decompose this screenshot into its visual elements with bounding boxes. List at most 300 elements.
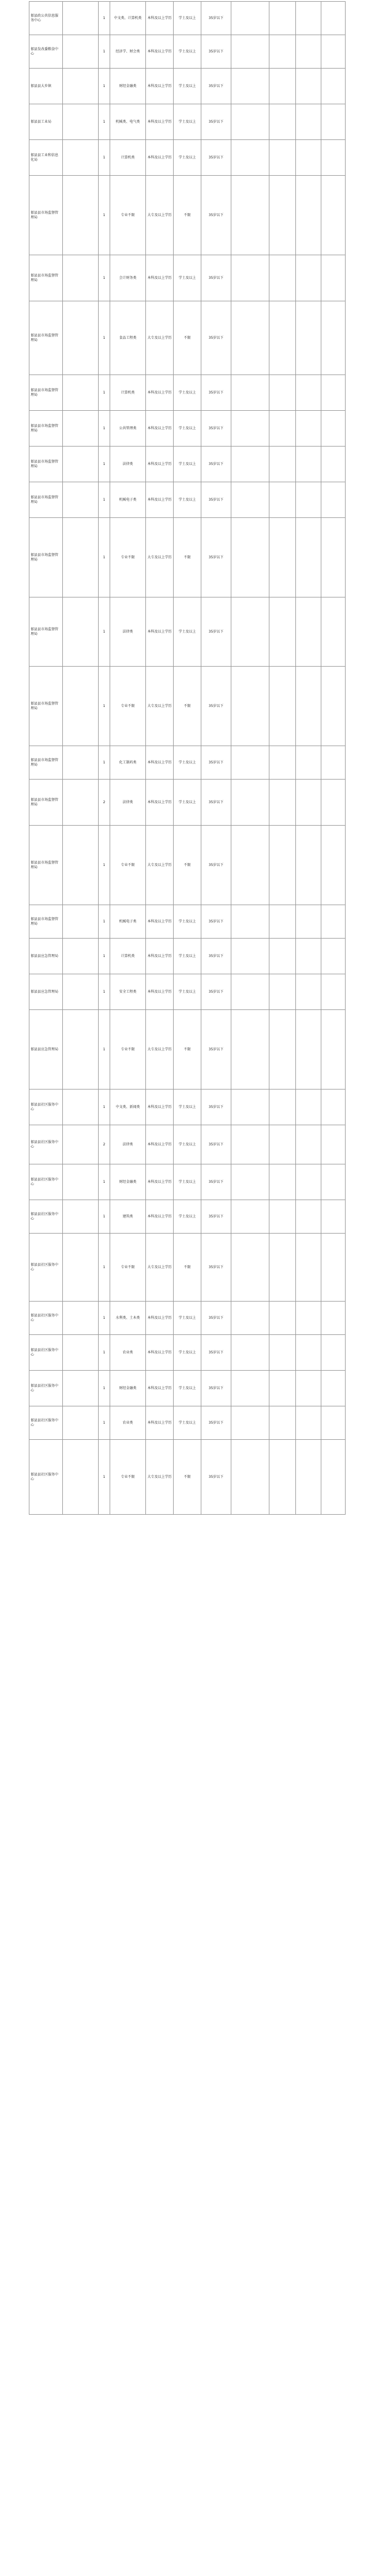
table-row: [29, 1125, 346, 1164]
cell-unit: 郁县县社区服务中心: [29, 1440, 63, 1515]
cell-count: 1: [99, 518, 110, 597]
cell-note: [321, 1010, 346, 1090]
cell-note: [321, 411, 346, 447]
cell-note: [321, 301, 346, 375]
cell-type: [296, 780, 321, 826]
cell-education: 本科及以上学历: [146, 1406, 174, 1440]
cell-other: [231, 301, 269, 375]
cell-age: 35岁以下: [201, 1200, 231, 1234]
cell-unit: 郁县县市场监督管理局: [29, 826, 63, 905]
cell-type: [296, 597, 321, 667]
cell-exam: [269, 1335, 296, 1371]
cell-major: 化工制药类: [110, 746, 146, 780]
cell-major: 专业不限: [110, 518, 146, 597]
cell-count: 1: [99, 597, 110, 667]
table-row: [29, 1440, 346, 1515]
cell-other: [231, 1234, 269, 1302]
cell-unit: 郁县县市场监督管理局: [29, 411, 63, 447]
cell-note: [321, 1302, 346, 1335]
cell-age: 35岁以下: [201, 140, 231, 176]
cell-unit: 郁县县社区服务中心: [29, 1125, 63, 1164]
cell-major: 财经金融类: [110, 69, 146, 104]
cell-age: 35岁以下: [201, 375, 231, 411]
cell-degree: 学士及以上: [174, 939, 201, 974]
cell-unit: 郁县县市场监督管理局: [29, 780, 63, 826]
cell-note: [321, 1335, 346, 1371]
table-row: [29, 1302, 346, 1335]
cell-exam: [269, 780, 296, 826]
cell-major: 计算机类: [110, 375, 146, 411]
cell-other: [231, 482, 269, 518]
cell-type: [296, 1335, 321, 1371]
cell-other: [231, 780, 269, 826]
cell-degree: 学士及以上: [174, 35, 201, 69]
cell-age: 35岁以下: [201, 939, 231, 974]
cell-major: 食品工程类: [110, 301, 146, 375]
cell-major: 法律类: [110, 1125, 146, 1164]
table-row: [29, 176, 346, 255]
cell-exam: [269, 1200, 296, 1234]
cell-degree: 不限: [174, 826, 201, 905]
cell-other: [231, 1010, 269, 1090]
cell-age: 35岁以下: [201, 667, 231, 746]
cell-degree: 不限: [174, 301, 201, 375]
cell-age: 35岁以下: [201, 35, 231, 69]
cell-degree: 学士及以上: [174, 140, 201, 176]
cell-age: 35岁以下: [201, 1335, 231, 1371]
cell-exam: [269, 140, 296, 176]
cell-degree: 学士及以上: [174, 780, 201, 826]
table-row: [29, 974, 346, 1010]
cell-education: 大专及以上学历: [146, 667, 174, 746]
cell-other: [231, 974, 269, 1010]
cell-age: 35岁以下: [201, 176, 231, 255]
cell-exam: [269, 597, 296, 667]
cell-type: [296, 140, 321, 176]
cell-degree: 学士及以上: [174, 746, 201, 780]
cell-unit: 郁县县社区服务中心: [29, 1200, 63, 1234]
cell-duty: [63, 2, 99, 35]
cell-major: 经济学、财会类: [110, 35, 146, 69]
cell-other: [231, 1371, 269, 1406]
cell-note: [321, 939, 346, 974]
cell-note: [321, 667, 346, 746]
cell-major: 财经金融类: [110, 1371, 146, 1406]
cell-duty: [63, 974, 99, 1010]
cell-count: 1: [99, 176, 110, 255]
cell-note: [321, 1440, 346, 1515]
cell-duty: [63, 104, 99, 140]
cell-other: [231, 939, 269, 974]
cell-type: [296, 1234, 321, 1302]
cell-unit: 郁县县市场监督管理局: [29, 667, 63, 746]
cell-education: 本科及以上学历: [146, 597, 174, 667]
cell-unit: 郁县县市场监督管理局: [29, 746, 63, 780]
cell-note: [321, 1200, 346, 1234]
cell-degree: 学士及以上: [174, 1125, 201, 1164]
cell-duty: [63, 1010, 99, 1090]
cell-education: 本科及以上学历: [146, 974, 174, 1010]
cell-type: [296, 826, 321, 905]
cell-exam: [269, 176, 296, 255]
cell-degree: 学士及以上: [174, 597, 201, 667]
cell-exam: [269, 518, 296, 597]
cell-unit: 郁县县市场监督管理局: [29, 255, 63, 301]
cell-exam: [269, 375, 296, 411]
cell-age: 35岁以下: [201, 1371, 231, 1406]
cell-duty: [63, 1406, 99, 1440]
cell-count: 1: [99, 1440, 110, 1515]
cell-degree: 学士及以上: [174, 104, 201, 140]
cell-unit: 郁县县社区服务中心: [29, 1371, 63, 1406]
cell-other: [231, 1090, 269, 1125]
cell-type: [296, 411, 321, 447]
cell-duty: [63, 1302, 99, 1335]
cell-education: 本科及以上学历: [146, 104, 174, 140]
cell-exam: [269, 974, 296, 1010]
cell-exam: [269, 905, 296, 939]
cell-major: 农业类: [110, 1335, 146, 1371]
table-row: [29, 482, 346, 518]
cell-count: 1: [99, 35, 110, 69]
cell-duty: [63, 939, 99, 974]
cell-exam: [269, 1164, 296, 1200]
cell-unit: 郁县县社区服务中心: [29, 1164, 63, 1200]
cell-exam: [269, 255, 296, 301]
cell-other: [231, 826, 269, 905]
cell-duty: [63, 69, 99, 104]
cell-count: 1: [99, 1164, 110, 1200]
table-row: [29, 140, 346, 176]
cell-major: 安全工程类: [110, 974, 146, 1010]
cell-major: 公共管理类: [110, 411, 146, 447]
cell-other: [231, 746, 269, 780]
cell-type: [296, 2, 321, 35]
cell-exam: [269, 667, 296, 746]
cell-note: [321, 447, 346, 482]
cell-education: 大专及以上学历: [146, 301, 174, 375]
cell-duty: [63, 1164, 99, 1200]
cell-education: 大专及以上学历: [146, 518, 174, 597]
cell-degree: 学士及以上: [174, 2, 201, 35]
table-row: [29, 746, 346, 780]
cell-education: 本科及以上学历: [146, 1090, 174, 1125]
table-row: [29, 597, 346, 667]
cell-count: 1: [99, 905, 110, 939]
cell-exam: [269, 301, 296, 375]
cell-note: [321, 1371, 346, 1406]
cell-duty: [63, 1125, 99, 1164]
cell-note: [321, 597, 346, 667]
cell-duty: [63, 1335, 99, 1371]
cell-exam: [269, 1302, 296, 1335]
cell-education: 本科及以上学历: [146, 780, 174, 826]
cell-other: [231, 1406, 269, 1440]
table-row: [29, 35, 346, 69]
cell-exam: [269, 1440, 296, 1515]
cell-major: 专业不限: [110, 1234, 146, 1302]
cell-type: [296, 176, 321, 255]
cell-unit: 郁县县应急管理局: [29, 1010, 63, 1090]
cell-count: 1: [99, 1335, 110, 1371]
cell-exam: [269, 1371, 296, 1406]
cell-count: 1: [99, 255, 110, 301]
cell-note: [321, 35, 346, 69]
cell-other: [231, 1164, 269, 1200]
table-row: [29, 1335, 346, 1371]
cell-age: 35岁以下: [201, 301, 231, 375]
cell-duty: [63, 140, 99, 176]
recruitment-table: [29, 1, 346, 1515]
cell-unit: 郁县县市场监督管理局: [29, 905, 63, 939]
cell-unit: 郁县县市场监督管理局: [29, 597, 63, 667]
cell-age: 35岁以下: [201, 1164, 231, 1200]
cell-education: 大专及以上学历: [146, 176, 174, 255]
cell-duty: [63, 447, 99, 482]
cell-age: 35岁以下: [201, 1302, 231, 1335]
table-row: [29, 104, 346, 140]
cell-age: 35岁以下: [201, 104, 231, 140]
cell-education: 大专及以上学历: [146, 826, 174, 905]
cell-count: 1: [99, 667, 110, 746]
cell-type: [296, 746, 321, 780]
cell-degree: 学士及以上: [174, 255, 201, 301]
cell-education: 本科及以上学历: [146, 447, 174, 482]
cell-other: [231, 1335, 269, 1371]
cell-count: 1: [99, 375, 110, 411]
cell-major: 中文类、计算机类: [110, 2, 146, 35]
cell-degree: 学士及以上: [174, 1090, 201, 1125]
cell-exam: [269, 2, 296, 35]
cell-count: 1: [99, 140, 110, 176]
table-row: [29, 667, 346, 746]
cell-degree: 不限: [174, 1010, 201, 1090]
cell-age: 35岁以下: [201, 597, 231, 667]
cell-count: 1: [99, 1200, 110, 1234]
table-row: [29, 1371, 346, 1406]
cell-degree: 学士及以上: [174, 974, 201, 1010]
cell-type: [296, 518, 321, 597]
table-row: [29, 1234, 346, 1302]
cell-duty: [63, 1090, 99, 1125]
cell-note: [321, 905, 346, 939]
table-row: [29, 2, 346, 35]
cell-unit: 郁县县社区服务中心: [29, 1335, 63, 1371]
cell-type: [296, 1090, 321, 1125]
cell-unit: 郁县县工业和信息化局: [29, 140, 63, 176]
cell-education: 本科及以上学历: [146, 411, 174, 447]
cell-degree: 学士及以上: [174, 1164, 201, 1200]
cell-education: 本科及以上学历: [146, 140, 174, 176]
cell-type: [296, 905, 321, 939]
cell-age: 35岁以下: [201, 974, 231, 1010]
cell-other: [231, 1125, 269, 1164]
cell-exam: [269, 826, 296, 905]
cell-duty: [63, 905, 99, 939]
cell-count: 1: [99, 447, 110, 482]
cell-age: 35岁以下: [201, 255, 231, 301]
cell-duty: [63, 597, 99, 667]
cell-duty: [63, 255, 99, 301]
cell-duty: [63, 176, 99, 255]
cell-exam: [269, 69, 296, 104]
cell-age: 35岁以下: [201, 905, 231, 939]
cell-note: [321, 176, 346, 255]
cell-education: 本科及以上学历: [146, 939, 174, 974]
cell-count: 1: [99, 1234, 110, 1302]
cell-unit: 郁县县市场监督管理局: [29, 482, 63, 518]
cell-education: 本科及以上学历: [146, 746, 174, 780]
cell-education: 本科及以上学历: [146, 375, 174, 411]
cell-type: [296, 447, 321, 482]
cell-degree: 学士及以上: [174, 411, 201, 447]
cell-duty: [63, 780, 99, 826]
table-row: [29, 905, 346, 939]
cell-note: [321, 1406, 346, 1440]
cell-education: 大专及以上学历: [146, 1440, 174, 1515]
cell-major: 专业不限: [110, 1010, 146, 1090]
cell-other: [231, 905, 269, 939]
cell-note: [321, 140, 346, 176]
cell-duty: [63, 301, 99, 375]
cell-count: 1: [99, 1010, 110, 1090]
cell-major: 专业不限: [110, 826, 146, 905]
cell-degree: 学士及以上: [174, 1371, 201, 1406]
cell-education: 本科及以上学历: [146, 35, 174, 69]
cell-duty: [63, 1440, 99, 1515]
cell-count: 1: [99, 2, 110, 35]
cell-count: 1: [99, 1406, 110, 1440]
cell-other: [231, 667, 269, 746]
cell-duty: [63, 35, 99, 69]
cell-count: 1: [99, 746, 110, 780]
cell-other: [231, 176, 269, 255]
cell-major: 法律类: [110, 447, 146, 482]
cell-age: 35岁以下: [201, 411, 231, 447]
cell-exam: [269, 1125, 296, 1164]
cell-major: 法律类: [110, 780, 146, 826]
cell-count: 2: [99, 1125, 110, 1164]
cell-unit: 郁县发改委粮食中心: [29, 35, 63, 69]
cell-major: 建筑类: [110, 1200, 146, 1234]
cell-age: 35岁以下: [201, 69, 231, 104]
cell-type: [296, 482, 321, 518]
cell-unit: 郁县县大乡镇: [29, 69, 63, 104]
table-row: [29, 375, 346, 411]
cell-type: [296, 1440, 321, 1515]
cell-count: 1: [99, 1090, 110, 1125]
cell-count: 1: [99, 104, 110, 140]
cell-other: [231, 411, 269, 447]
cell-type: [296, 1406, 321, 1440]
cell-unit: 郁县县市场监督管理局: [29, 447, 63, 482]
table-row: [29, 1090, 346, 1125]
cell-note: [321, 482, 346, 518]
cell-major: 机械电子类: [110, 482, 146, 518]
cell-exam: [269, 1406, 296, 1440]
cell-education: 大专及以上学历: [146, 1234, 174, 1302]
cell-note: [321, 1164, 346, 1200]
cell-degree: 学士及以上: [174, 1200, 201, 1234]
table-row: [29, 780, 346, 826]
cell-unit: 郁县县市场监督管理局: [29, 176, 63, 255]
cell-age: 35岁以下: [201, 826, 231, 905]
cell-education: 本科及以上学历: [146, 255, 174, 301]
cell-major: 机械电子类: [110, 905, 146, 939]
cell-education: 本科及以上学历: [146, 1125, 174, 1164]
cell-degree: 不限: [174, 176, 201, 255]
cell-education: 本科及以上学历: [146, 2, 174, 35]
cell-count: 1: [99, 411, 110, 447]
cell-exam: [269, 35, 296, 69]
cell-note: [321, 255, 346, 301]
cell-major: 水利类、土木类: [110, 1302, 146, 1335]
cell-major: 专业不限: [110, 1440, 146, 1515]
cell-degree: 学士及以上: [174, 482, 201, 518]
cell-other: [231, 104, 269, 140]
cell-unit: 郁县县社区服务中心: [29, 1302, 63, 1335]
cell-age: 35岁以下: [201, 1234, 231, 1302]
cell-other: [231, 255, 269, 301]
cell-type: [296, 301, 321, 375]
cell-type: [296, 1371, 321, 1406]
cell-type: [296, 255, 321, 301]
cell-degree: 学士及以上: [174, 905, 201, 939]
cell-count: 1: [99, 939, 110, 974]
cell-other: [231, 2, 269, 35]
cell-unit: 郁县县市场监督管理局: [29, 518, 63, 597]
table-row: [29, 518, 346, 597]
cell-degree: 学士及以上: [174, 447, 201, 482]
table-row: [29, 301, 346, 375]
cell-note: [321, 826, 346, 905]
cell-major: 中文类、新闻类: [110, 1090, 146, 1125]
cell-major: 机械类、电气类: [110, 104, 146, 140]
cell-type: [296, 1164, 321, 1200]
cell-age: 35岁以下: [201, 1010, 231, 1090]
table-row: [29, 447, 346, 482]
cell-type: [296, 1125, 321, 1164]
cell-unit: 郁县县市场监督管理局: [29, 301, 63, 375]
cell-degree: 学士及以上: [174, 1302, 201, 1335]
cell-type: [296, 69, 321, 104]
cell-other: [231, 35, 269, 69]
cell-degree: 学士及以上: [174, 69, 201, 104]
cell-unit: 郁县政公共信息服务中心: [29, 2, 63, 35]
cell-duty: [63, 1234, 99, 1302]
cell-age: 35岁以下: [201, 2, 231, 35]
cell-unit: 郁县县社区服务中心: [29, 1406, 63, 1440]
cell-note: [321, 104, 346, 140]
cell-education: 本科及以上学历: [146, 905, 174, 939]
cell-exam: [269, 1090, 296, 1125]
cell-count: 1: [99, 1302, 110, 1335]
cell-exam: [269, 411, 296, 447]
cell-exam: [269, 939, 296, 974]
cell-type: [296, 104, 321, 140]
cell-age: 35岁以下: [201, 1406, 231, 1440]
cell-degree: 不限: [174, 1234, 201, 1302]
cell-unit: 郁县县应急管理局: [29, 974, 63, 1010]
cell-age: 35岁以下: [201, 746, 231, 780]
cell-major: 财经金融类: [110, 1164, 146, 1200]
cell-degree: 学士及以上: [174, 1335, 201, 1371]
cell-duty: [63, 1200, 99, 1234]
cell-other: [231, 375, 269, 411]
cell-exam: [269, 447, 296, 482]
cell-age: 35岁以下: [201, 1090, 231, 1125]
cell-major: 农业类: [110, 1406, 146, 1440]
